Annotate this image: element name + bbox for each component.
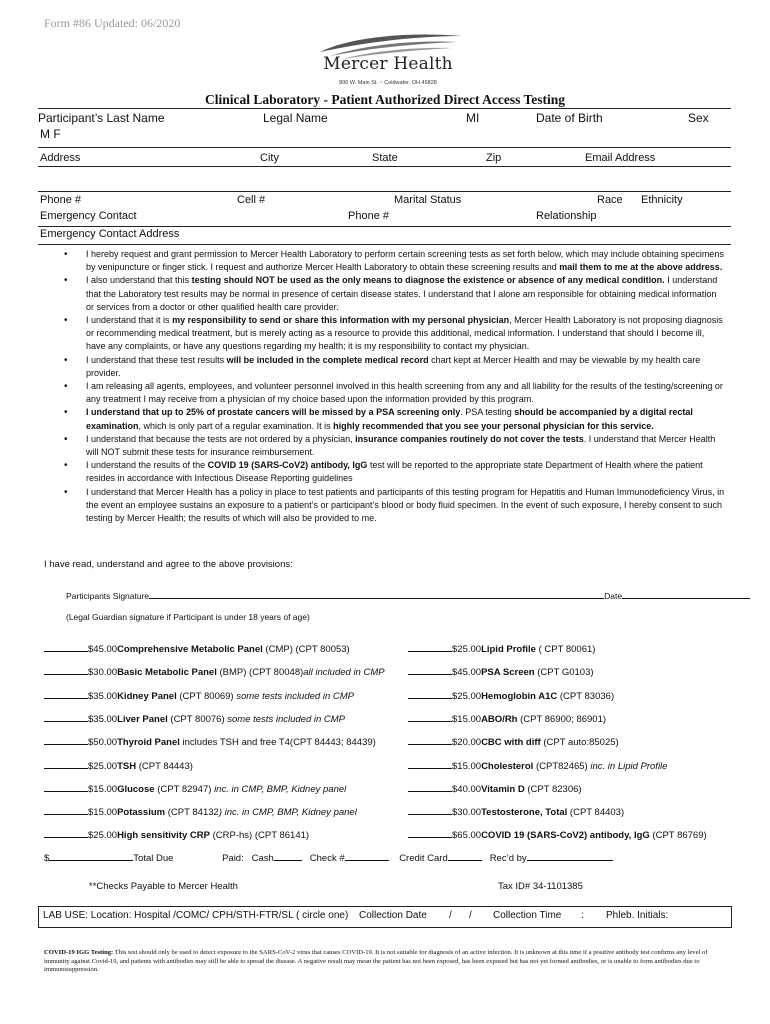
test-name: COVID 19 (SARS-CoV2) antibody, IgG [481, 830, 650, 842]
test-name: CBC with diff [481, 737, 541, 749]
participant-info-grid [38, 108, 731, 245]
test-name: Comprehensive Metabolic Panel [117, 644, 263, 655]
test-name: Cholesterol [481, 760, 534, 772]
check-label: Check # [309, 853, 345, 864]
test-check-blank[interactable] [44, 664, 88, 675]
test-code: (CPT 80076) [167, 713, 228, 725]
test-price: $15.00 [88, 807, 118, 819]
mi-label: MI [466, 111, 480, 125]
test-option[interactable] [408, 688, 614, 702]
time-colon: : [581, 910, 584, 921]
test-name: Basic Metabolic Panel [117, 667, 217, 679]
test-code: (CMP) (CPT 80053) [262, 644, 350, 655]
test-name: Potassium [117, 807, 166, 819]
term-2: • I also understand that this testing should NOT be used as the only means to diagnose the existence or absence of any medical condition. I understand that the Laboratory test results may be normal in presence of certain disease states. I understand that I alone am responsible for obtaining medical information or services from a doctor or other qualified health care provider. [66, 274, 726, 314]
term-3: • I understand that it is my responsibility to send or share this information with my personal physician, Mercer Health Laboratory is not proposing diagnosis or recommending medical treatment, but is merely acting as a resource to provide this additional, medical information. I understand that should I become ill, have any complaints, or have any questions regarding my health; it is my responsibility to contact my physician. [66, 314, 726, 354]
test-check-blank[interactable] [408, 781, 452, 792]
test-price: $20.00 [452, 737, 482, 749]
emergency-row[interactable] [38, 209, 731, 226]
term-8: • I understand the results of the COVID 19 (SARS-CoV2) antibody, IgG test will be reported to the appropriate state Department of Health where the patient resides in accordance with Infectious Disease Reporting guidelines [66, 459, 726, 485]
emergency-phone-label: Phone # [348, 210, 389, 222]
name-row[interactable] [38, 108, 731, 147]
agree-statement: I have read, understand and agree to the above provisions: [44, 559, 293, 570]
test-check-blank[interactable] [408, 758, 452, 769]
test-name: ABO/Rh [481, 713, 518, 725]
test-check-blank[interactable] [44, 804, 88, 815]
test-code: (CPT G0103) [534, 667, 594, 679]
dollar-sign: $ [44, 853, 50, 864]
date-label: Date [604, 591, 623, 601]
term-1: • I hereby request and grant permission to Mercer Health Laboratory to perform certain screening tests as set forth below, which may include obtaining specimens by venipuncture or finger stick. I request and authorize Mercer Health Laboratory to obtain these screening results and mail them to me at the above address. [66, 248, 726, 274]
test-name: Kidney Panel [117, 690, 177, 702]
test-code: (CPT auto:85025) [540, 737, 619, 749]
test-price: $15.00 [452, 760, 482, 772]
test-name: PSA Screen [481, 667, 535, 679]
test-option[interactable] [44, 804, 357, 818]
last-name-label: Participant’s Last Name [38, 111, 165, 125]
test-code: (CRP-hs) (CPT 86141) [209, 830, 310, 842]
test-check-blank[interactable] [44, 641, 88, 652]
recd-blank[interactable] [527, 850, 613, 861]
credit-blank[interactable] [448, 850, 482, 861]
signature-blank[interactable] [149, 588, 604, 599]
lab-use-box [38, 906, 732, 928]
test-check-blank[interactable] [408, 804, 452, 815]
test-name: Thyroid Panel [117, 737, 180, 749]
test-option[interactable] [44, 664, 385, 678]
credit-card-label: Credit Card [399, 853, 448, 864]
test-price: $30.00 [452, 807, 482, 819]
address-label: Address [40, 152, 81, 164]
test-code: (CPT 84403) [567, 807, 625, 819]
emergency-address-row[interactable] [38, 226, 731, 245]
test-price: $45.00 [452, 667, 482, 679]
phone-row[interactable] [38, 191, 731, 209]
test-option[interactable] [408, 711, 606, 725]
test-name: Liver Panel [117, 713, 168, 725]
term-4: • I understand that these test results will be included in the complete medical record chart kept at Mercer Health and may be viewable by my health care provider. [66, 354, 726, 380]
test-note: some tests included in CMP [236, 690, 354, 702]
date-blank[interactable] [622, 588, 750, 599]
cash-label: Cash [251, 853, 274, 864]
test-check-blank[interactable] [408, 827, 452, 838]
test-note: all included in CMP [303, 667, 385, 679]
test-check-blank[interactable] [408, 688, 452, 699]
test-option[interactable] [44, 688, 354, 702]
total-blank[interactable] [49, 850, 133, 861]
date-slash-2: / [469, 910, 472, 921]
phleb-initials-label: Phleb. Initials: [606, 910, 669, 921]
test-note: some tests included in CMP [227, 713, 346, 725]
test-code: (BMP) (CPT 80048) [216, 667, 304, 679]
test-check-blank[interactable] [44, 711, 88, 722]
form-id: Form #86 Updated: 06/2020 [44, 16, 181, 30]
tax-id: Tax ID# 34-1101385 [498, 881, 583, 892]
test-option[interactable] [408, 804, 624, 818]
test-option[interactable] [44, 827, 309, 841]
test-name: Hemoglobin A1C [481, 690, 558, 702]
email-label: Email Address [585, 152, 656, 164]
test-code: (CPT 86900; 86901) [517, 713, 607, 725]
test-note: inc. in Lipid Profile [590, 760, 668, 772]
covid-disclaimer [44, 949, 724, 975]
test-option[interactable] [408, 758, 667, 772]
test-check-blank[interactable] [408, 664, 452, 675]
payment-line[interactable] [44, 850, 613, 864]
test-code: includes TSH and free T4(CPT 84443; 84439) [179, 737, 376, 749]
test-check-blank[interactable] [408, 711, 452, 722]
test-price: $25.00 [452, 690, 482, 702]
cell-label: Cell # [237, 194, 266, 206]
term-5: • I am releasing all agents, employees, and volunteer personnel involved in this health screening from any and all liability for the results of the testing/screening or any treatment I may receive from a physician of my choice based upon the information provided by this program. [66, 380, 726, 406]
test-price: $25.00 [88, 760, 118, 772]
covid-disclaimer-text: This test should only be used to detect exposure to the SARS-CoV-2 virus that causes COVID-19. It is not suitable for diagnosis of an active infection. It is unknown at this time if a positive antibody test confirms any level of immunity against Covid-19, and patients with antibodies may still be able to spread the disease. A negative result may mean the patient has not been exposed, has been exposed but has not yet formed antibodies, or is unable to form antibodies due to immunosuppression. [44, 949, 708, 973]
sex-label: Sex [688, 111, 709, 125]
test-check-blank[interactable] [44, 827, 88, 838]
test-option[interactable] [408, 641, 595, 655]
test-check-blank[interactable] [44, 758, 88, 769]
test-code: (CPT 83036) [557, 690, 615, 702]
test-option[interactable] [44, 734, 376, 748]
test-name: Testosterone, Total [481, 807, 568, 819]
signature-line[interactable] [66, 588, 750, 601]
test-note: ) inc. in CMP, BMP, Kidney panel [218, 807, 357, 819]
test-name: Glucose [117, 783, 155, 795]
test-price: $35.00 [88, 713, 118, 725]
test-price: $65.00 [452, 830, 482, 842]
logo-address: 800 W. Main St. ~ Coldwater, OH 45828 [339, 80, 437, 86]
test-code: (CPT 82947) [154, 783, 215, 795]
check-blank[interactable] [345, 850, 389, 861]
test-name: Vitamin D [481, 783, 525, 795]
paid-label: Paid: [222, 853, 244, 864]
address-row[interactable] [38, 147, 731, 166]
lab-location[interactable]: LAB USE: Location: Hospital /COMC/ CPH/STH-FTR/SL ( circle one) [43, 910, 349, 921]
test-code: (CPT 84132 [165, 807, 219, 819]
zip-label: Zip [486, 152, 502, 164]
test-code: (CPT 82306) [524, 783, 582, 795]
test-price: $45.00 [88, 644, 118, 655]
test-price: $15.00 [452, 713, 482, 725]
test-check-blank[interactable] [408, 734, 452, 745]
emergency-contact-label: Emergency Contact [40, 210, 137, 222]
marital-label: Marital Status [394, 194, 462, 206]
collection-date-label: Collection Date [359, 910, 427, 921]
test-price: $25.00 [452, 644, 482, 655]
test-check-blank[interactable] [44, 688, 88, 699]
ethnicity-label: Ethnicity [641, 194, 683, 206]
collection-time-label: Collection Time [493, 910, 562, 921]
relationship-label: Relationship [536, 210, 597, 222]
test-code: ( CPT 80061) [535, 644, 596, 655]
test-check-blank[interactable] [44, 734, 88, 745]
test-option[interactable] [408, 827, 707, 841]
test-price: $40.00 [452, 783, 482, 795]
test-option[interactable] [408, 664, 594, 678]
logo-name: Mercer Health [323, 54, 453, 74]
terms-list [66, 248, 726, 525]
race-label: Race [597, 194, 623, 206]
checks-payable: **Checks Payable to Mercer Health [89, 881, 238, 892]
test-note: inc. in CMP, BMP, Kidney panel [214, 783, 347, 795]
test-code: (CPT 86769) [649, 830, 707, 842]
sex-options[interactable]: M F [40, 127, 61, 141]
form-title: Clinical Laboratory - Patient Authorized Direct Access Testing [204, 92, 566, 107]
test-name: Lipid Profile [481, 644, 536, 655]
test-price: $30.00 [88, 667, 118, 679]
test-check-blank[interactable] [44, 781, 88, 792]
test-name: High sensitivity CRP [117, 830, 210, 842]
test-option[interactable] [44, 758, 193, 772]
guardian-note: (Legal Guardian signature if Participant is under 18 years of age) [66, 612, 310, 622]
test-option[interactable] [44, 641, 350, 655]
date-slash-1: / [449, 910, 452, 921]
test-price: $50.00 [88, 737, 118, 749]
cash-blank[interactable] [274, 850, 302, 861]
phone-label: Phone # [40, 194, 81, 206]
test-price: $35.00 [88, 690, 118, 702]
covid-disclaimer-label: COVID-19 IGG Testing: [44, 949, 114, 956]
signature-label: Participants Signature [66, 591, 150, 601]
test-check-blank[interactable] [408, 641, 452, 652]
term-6: • I understand that up to 25% of prostate cancers will be missed by a PSA screening only. PSA testing should be accompanied by a digital rectal examination, which is only part of a regular examination. It is highly recommended that you see your personal physician for this service. [66, 406, 726, 432]
mercer-health-logo [312, 30, 482, 90]
dob-label: Date of Birth [536, 111, 603, 125]
legal-name-label: Legal Name [263, 111, 328, 125]
test-code: (CPT82465) [533, 760, 591, 772]
test-price: $15.00 [88, 783, 118, 795]
test-code: (CPT 84443) [136, 760, 193, 772]
test-option[interactable] [44, 781, 346, 795]
test-option[interactable] [44, 711, 345, 725]
test-name: TSH [117, 760, 137, 772]
total-due-label: Total Due [133, 853, 174, 864]
state-label: State [372, 152, 398, 164]
test-code: (CPT 80069) [176, 690, 237, 702]
emergency-address-label: Emergency Contact Address [40, 228, 180, 240]
term-9: • I understand that Mercer Health has a policy in place to test patients and participants of this testing program for Hepatitis and Human Immunodeficiency Virus, in the event an employee sustains an exposure to a patient’s or participant’s blood or body fluid specimen. In the event of such exposure, I hereby consent to such testing by Mercer Health; the results of which will also be provided to me. [66, 486, 726, 526]
term-7: • I understand that because the tests are not ordered by a physician, insurance companies routinely do not cover the tests. I understand that Mercer Health will NOT submit these tests for insurance reimbursement. [66, 433, 726, 459]
test-option[interactable] [408, 734, 619, 748]
address-entry-row[interactable] [38, 166, 731, 191]
city-label: City [260, 152, 279, 164]
test-price: $25.00 [88, 830, 118, 842]
test-option[interactable] [408, 781, 582, 795]
recd-by-label: Rec’d by [489, 853, 527, 864]
